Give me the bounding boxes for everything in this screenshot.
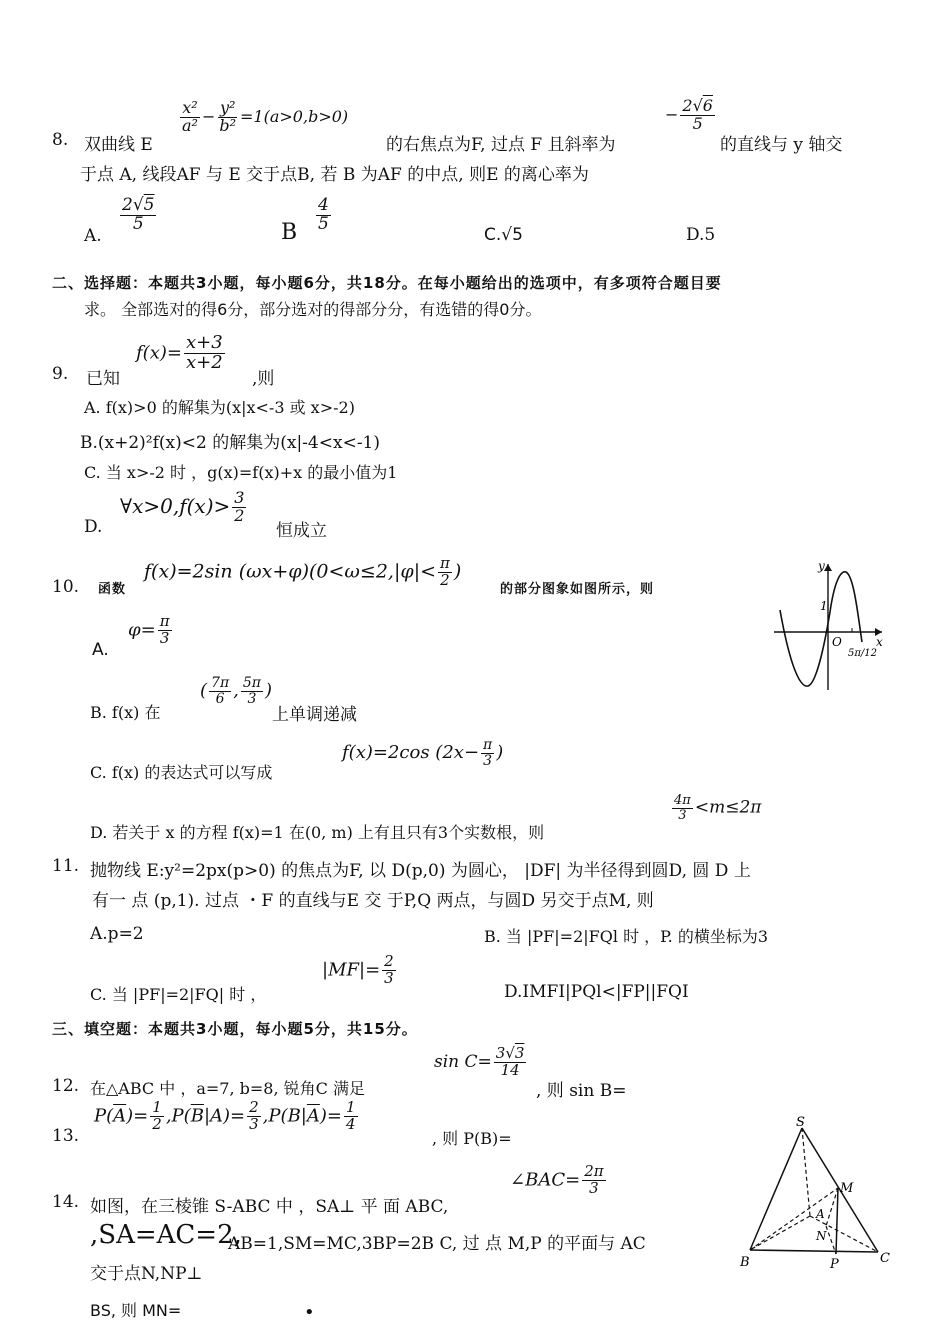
graph-tick-label: 5π/12 (848, 648, 878, 659)
q11-line2: 有一 点 (p,1). 过点 ・F 的直线与E 交 于P,Q 两点，与圆D 另交于点M, 则 (92, 891, 654, 911)
q14-answer-dot: • (304, 1302, 315, 1323)
q10-option-d-math: $\frac{4\pi}{3}$ <m≤2π (674, 793, 762, 823)
q14-line3: 交于点N,NP⊥ (90, 1264, 203, 1284)
q8-intro: 双曲线 E (84, 135, 153, 155)
q11-option-b: B. 当 |PF|=2|FQl 时 ，P. 的横坐标为3 (484, 927, 769, 946)
q10-option-b-interval: ( $\frac{7\pi}{6}$ , $\frac{5\pi}{3}$ ) (200, 675, 273, 707)
q8-option-d: D.5 (686, 225, 716, 245)
q12-tail: , 则 sin B= (536, 1081, 627, 1101)
q11-number: 11. (52, 856, 80, 876)
q10-function: f(x)=2sin (ωx+φ)(0<ω≤2,|φ|< $\frac{\pi}{2}$ ) (144, 554, 462, 589)
q14-angle: ∠BAC= $\frac{2\pi}{3}$ (510, 1162, 604, 1197)
q11-option-c-math: |MF|= $\frac{2}{3}$ (322, 952, 394, 987)
q14-tetrahedron-figure (736, 1112, 896, 1272)
q8-hyperbola-equation: $\frac{\text{x²}}{\text{a²}}$ − $\frac{\text{y²}}{\text{b²}}$ =1(a>0,b>0) (182, 98, 349, 135)
q8-text1: 的右焦点为F, 过点 F 且斜率为 (386, 135, 616, 155)
fig-label-a: A (816, 1207, 825, 1221)
section3-heading: 三、填空题：本题共3小题，每小题5分，共15分。 (52, 1020, 418, 1038)
q13-tail: , 则 P(B)= (432, 1129, 512, 1148)
q11-option-a: A.p=2 (90, 924, 144, 944)
q13-number: 13. (52, 1126, 80, 1146)
q14-line2: AB=1,SM=MC,3BP=2B C, 过 点 M,P 的平面与 AC (228, 1234, 646, 1254)
fig-label-n: N (816, 1229, 827, 1243)
q8-text2: 的直线与 y 轴交 (720, 135, 843, 155)
q9-function: f(x)= $\frac{x+3}{x+2}$ (136, 332, 223, 373)
q14-number: 14. (52, 1192, 80, 1212)
q14-line4: BS, 则 MN= (90, 1301, 182, 1320)
graph-y-label: y (818, 559, 825, 573)
q13-math: $P(\overline{A})=$ $\frac{1}{2}$ $,P(\overline{B}|A)=$ $\frac{2}{3}$ $,P(B|\overline{A})=$ $\frac{1}{4}$ (94, 1098, 356, 1133)
fig-label-b: B (740, 1255, 750, 1270)
q9-option-c: C. 当 x>-2 时 ，g(x)=f(x)+x 的最小值为1 (84, 463, 398, 482)
q9-tail: ,则 (252, 369, 275, 389)
q10-option-a-math: φ= $\frac{\pi}{3}$ (128, 612, 170, 647)
q9-option-d-tail: 恒成立 (276, 521, 327, 541)
y-axis-arrow-icon (824, 564, 832, 571)
q12-prefix: 在△ABC 中 ，a=7, b=8, 锐角C 满足 (90, 1079, 365, 1098)
q9-number: 9. (52, 364, 69, 384)
q11-option-c-prefix: C. 当 |PF|=2|FQ| 时 ， (90, 985, 267, 1004)
q14-line2-big: ,SA=AC=2, (90, 1220, 242, 1250)
fig-label-s: S (796, 1115, 805, 1130)
q14-line1: 如图，在三棱锥 S-ABC 中 ，SA⊥ 平 面 ABC, (90, 1197, 449, 1217)
q8-option-a-value: $\frac{2√5}{5}$ (122, 195, 155, 234)
section2-heading-line2: 求。 全部选对的得6分，部分选对的得部分分，有选错的得0分。 (84, 300, 542, 319)
q9-option-d-label: D. (84, 517, 103, 537)
fig-label-c: C (880, 1251, 890, 1266)
q12-math: sin C= $\frac{3√3}{14}$ (434, 1044, 525, 1079)
graph-one-label: 1 (820, 599, 828, 613)
q10-option-b-prefix: B. f(x) 在 (90, 703, 161, 722)
q8-line2: 于点 A, 线段AF 与 E 交于点B, 若 B 为AF 的中点, 则E 的离心率为 (80, 165, 589, 185)
graph-x-label: x (876, 635, 883, 649)
q10-number: 10. (52, 577, 80, 597)
q10-option-a-label: A. (92, 640, 109, 660)
graph-origin-label: O (832, 635, 842, 649)
q8-number: 8. (52, 130, 69, 150)
q8-option-b-value: $\frac{4}{5}$ (318, 195, 329, 234)
q8-slope: − $\frac{2√6}{5}$ (665, 96, 713, 133)
q8-option-a-label: A. (84, 226, 102, 246)
q10-option-b-tail: 上单调递减 (272, 705, 357, 725)
q8-option-b-label: B (281, 220, 298, 245)
q10-sine-graph (768, 556, 888, 696)
q10-tail: 的部分图象如图所示，则 (500, 582, 655, 597)
q11-option-d: D.IMFI|PQl<|FP||FQI (504, 982, 689, 1002)
q9-option-b: B.(x+2)²f(x)<2 的解集为(x|-4<x<-1) (80, 433, 381, 453)
q10-intro: 函数 (98, 582, 127, 597)
q9-option-a: A. f(x)>0 的解集为(x|x<-3 或 x>-2) (84, 398, 355, 417)
q10-option-c-math: f(x)=2cos (2x− $\frac{\pi}{3}$ ) (342, 737, 504, 769)
q8-option-c: C.√5 (484, 225, 523, 245)
fig-label-p: P (830, 1257, 839, 1272)
q11-line1: 抛物线 E:y²=2px(p>0) 的焦点为F, 以 D(p,0) 为圆心， |DF| 为半径得到圆D, 圆 D 上 (90, 861, 751, 881)
q9-option-d-math: ∀x>0,f(x)> $\frac{3}{2}$ (120, 488, 245, 525)
q9-intro: 已知 (86, 369, 120, 389)
q12-number: 12. (52, 1076, 80, 1096)
section2-heading: 二、选择题：本题共3小题，每小题6分，共18分。在每小题给出的选项中，有多项符合题目要 (52, 274, 722, 292)
q10-option-c-prefix: C. f(x) 的表达式可以写成 (90, 763, 273, 782)
fig-label-m: M (840, 1181, 854, 1196)
q10-option-d-prefix: D. 若关于 x 的方程 f(x)=1 在(0, m) 上有且只有3个实数根，则 (90, 823, 545, 842)
